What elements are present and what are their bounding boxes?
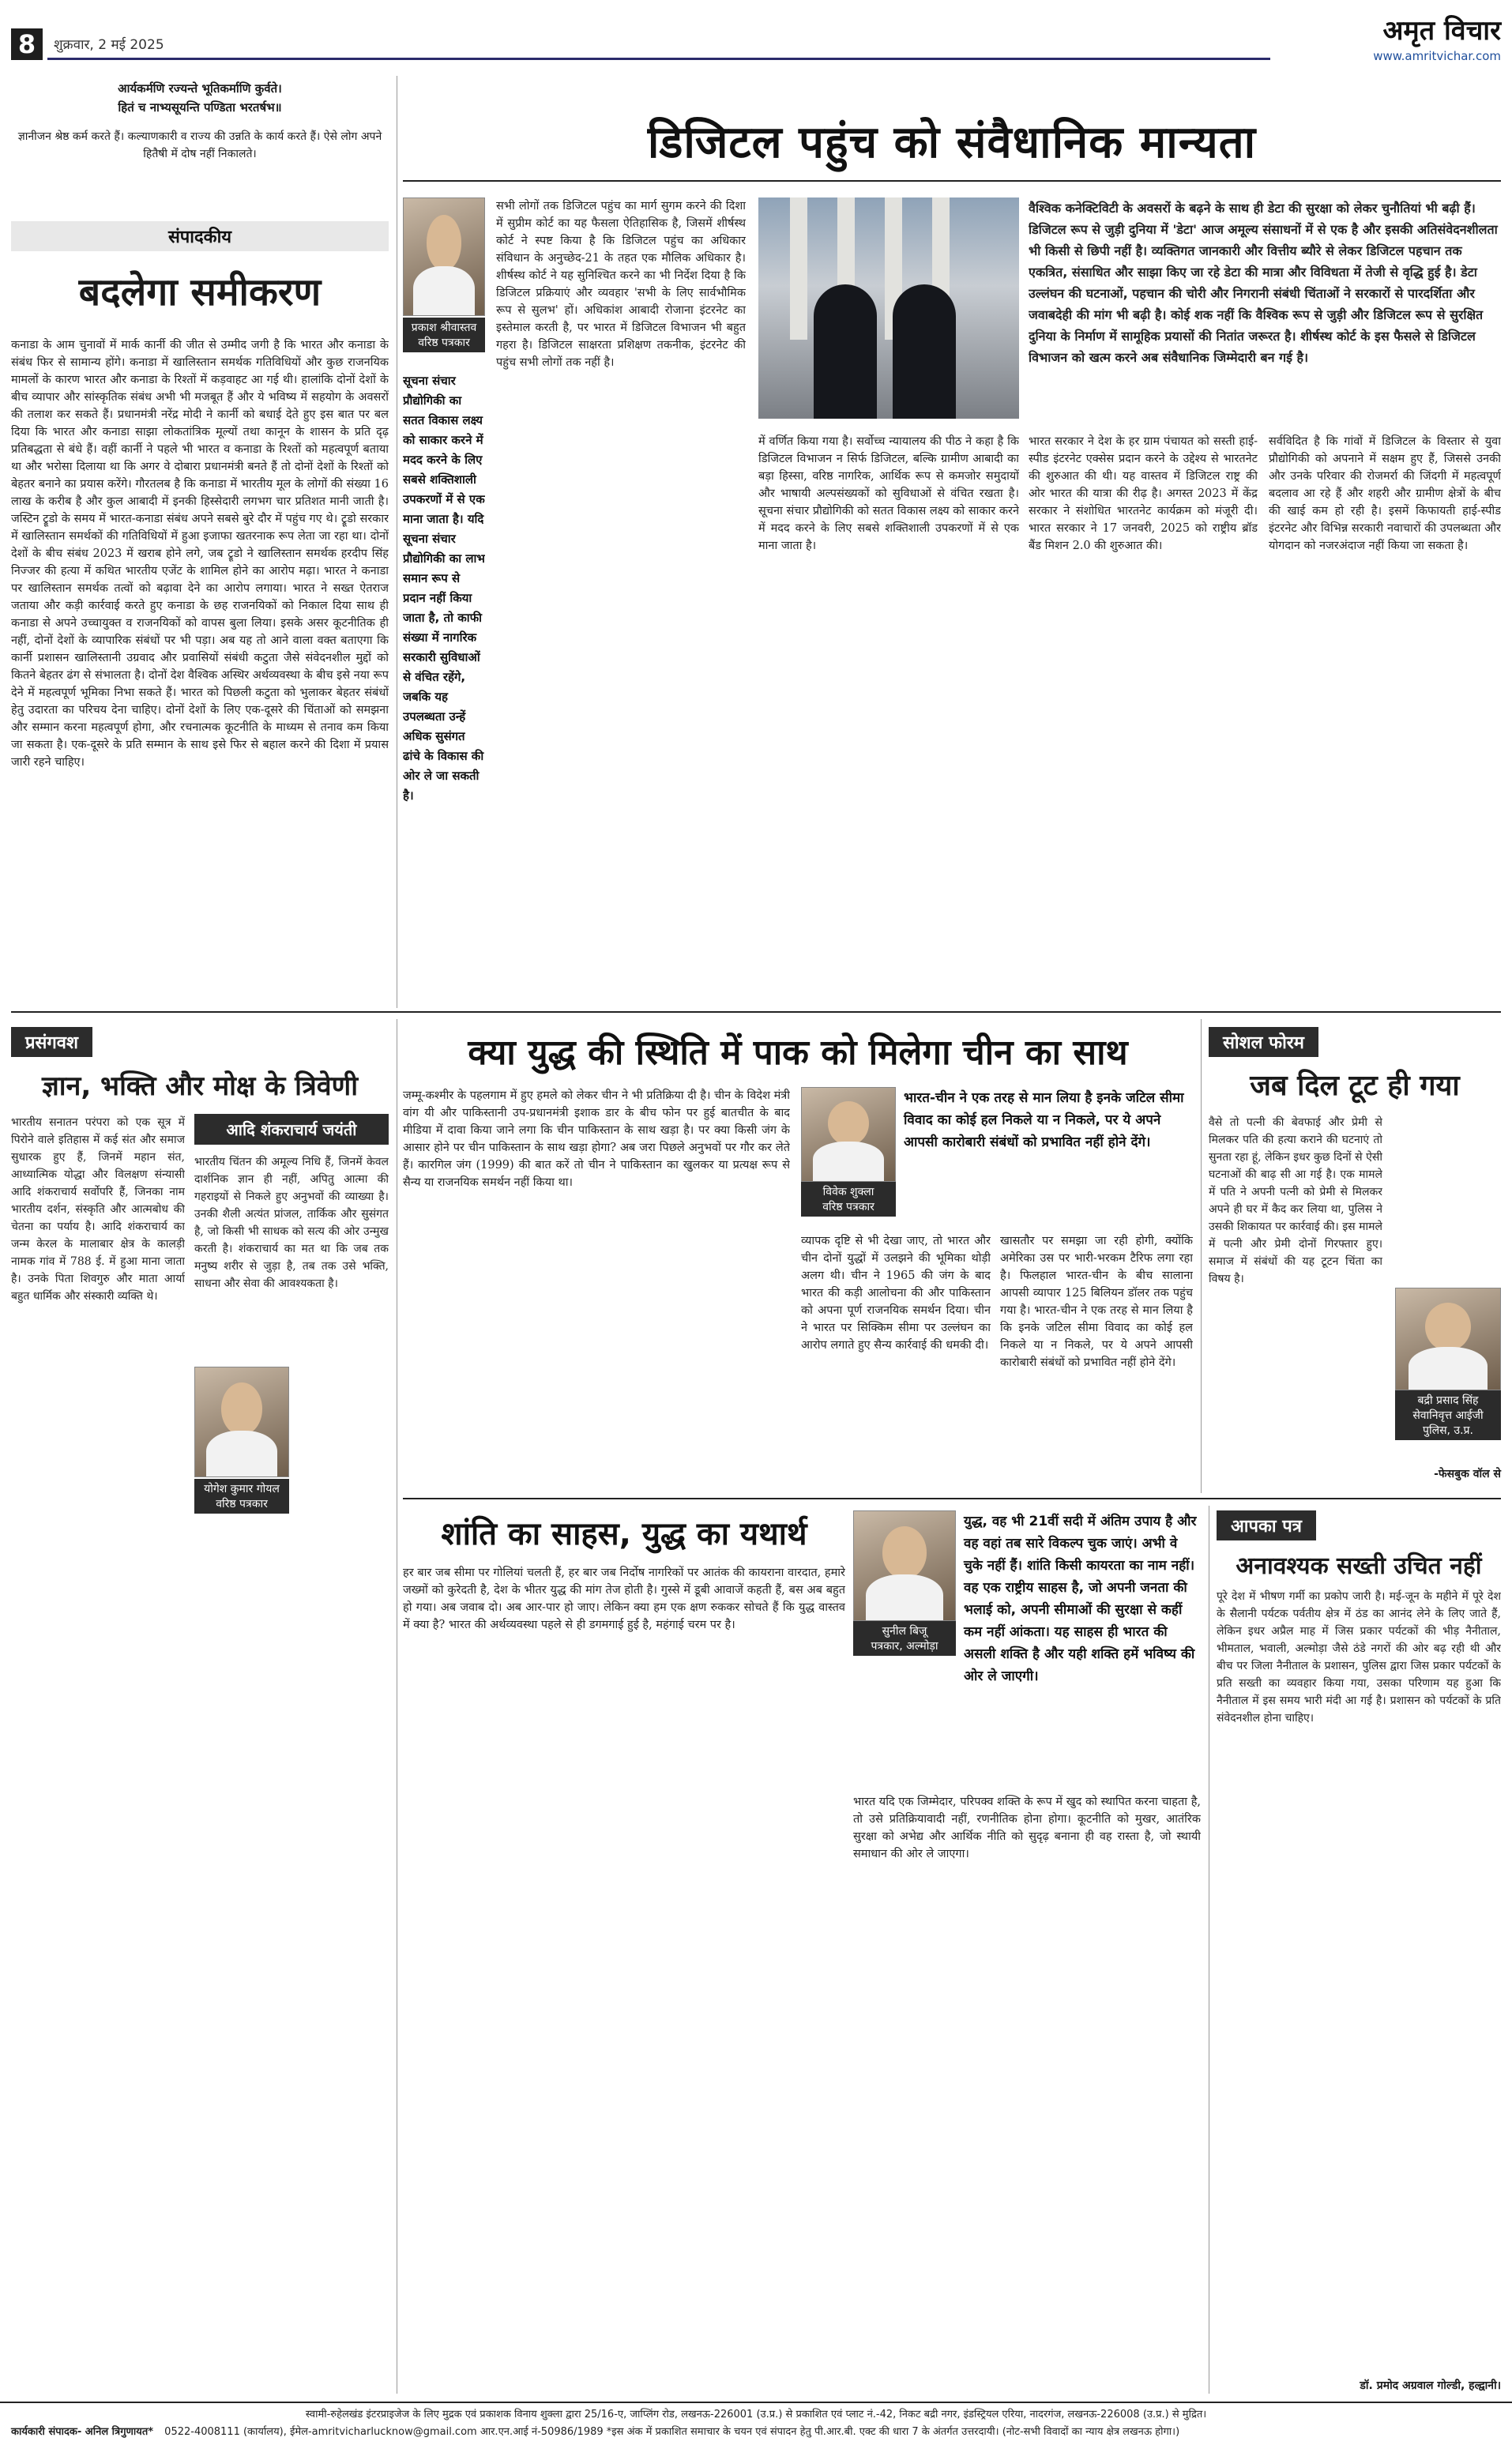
lead-column-1: सभी लोगों तक डिजिटल पहुंच का मार्ग सुगम करने की दिशा में सुप्रीम कोर्ट का यह फैसला ऐतिहासिक है, जिसमें शीर्षस्थ कोर्ट ने स्पष्ट किया है कि डिजिटल पहुंच का अधिकार संविधान के अनुच्छेद-21 के तहत एक मौलिक अधिकार है। शीर्षस्थ कोर्ट ने यह सुनिश्चित करने का भी निर्देश दिया है कि डिजिटल प्रक्रियाएं और व्यवहार 'सभी के लिए सार्वभौमिक रूप से सुलभ' हों। अधिकांश आबादी रोजाना इंटरनेट का इस्तेमाल करती है, पर भारत में डिजिटल विभाजन भी बहुत गहरा है। डिजिटल साक्षरता प्रशिक्षण तकनीक, इंटरनेट की पहुंच सभी लोगों तक नहीं है। — [496, 200, 746, 369]
social-body: वैसे तो पत्नी की बेवफाई और प्रेमी से मिलकर पति की हत्या कराने की घटनाएं तो सुनता रहा हूं, लेकिन इधर कुछ दिनों से ऐसी घटनाओं की बाढ़ सी आ गई है। एक मामले में पति ने अपनी पत्नी को प्रेमी से मिलकर अपने ही घर में कैद कर लिया था, पुलिस ने उसकी शिकायत पर कार्रवाई की। इस मामले में पत्नी और प्रेमी दोनों गिरफ्तार हुए। समाज में संबंधों की यह टूटन चिंता का विषय है। — [1209, 1116, 1382, 1285]
imprint-contact: 0522-4008111 (कार्यालय), ईमेल-amritvicharlucknow@gmail.com आर.एन.आई नं-50986/1989 *इस अंक में प्रकाशित समाचार के चयन एवं संपादन हेतु पी.आर.बी. एक्ट की धारा 7 के अंतर्गत उत्तरदायी। (नोट-सभी विवादों का न्याय क्षेत्र लखनऊ होगा।) — [164, 2426, 1180, 2438]
war-headline: क्या युद्ध की स्थिति में पाक को मिलेगा चीन का साथ — [468, 1033, 1128, 1073]
prasangvash-headline: ज्ञान, भक्ति और मोक्ष के त्रिवेणी — [41, 1070, 359, 1102]
war-author-role: वरिष्ठ पत्रकार — [822, 1201, 874, 1213]
imprint-footer — [0, 2402, 1512, 2445]
lead-summary-box: वैश्विक कनेक्टिविटी के अवसरों के बढ़ने के साथ ही डेटा की सुरक्षा को लेकर चुनौतियां भी बढ़ी हैं। डिजिटल रूप से जुड़ी दुनिया में 'डेटा' आज अमूल्य संसाधनों में से एक है और इसकी अतिसंवेदनशीलता भी किसी से छिपी नहीं है। व्यक्तिगत जानकारी और वित्तीय ब्यौरे से लेकर डिजिटल पहचान तक एकत्रित, संसाधित और साझा किए जा रहे डेटा की मात्रा और विविधता में तेजी से वृद्धि हुई है। डेटा उल्लंघन की घटनाओं, पहचान की चोरी और निगरानी संबंधी चिंताओं ने सरकारों से पारदर्शिता और जवाबदेही की मांग भी बढ़ी है। कोई शक नहीं कि वैश्विक रूप से जुड़ी और डिजिटल रूप से सुरक्षित दुनिया के निर्माण में सामूहिक प्रयासों की नितांत जरूरत है। शीर्षस्थ कोर्ट के इस फैसले से डिजिटल विभाजन को खत्म करने अब संवैधानिक जिम्मेदारी बन गई है। — [1029, 201, 1498, 365]
peace-byline — [853, 1621, 956, 1656]
editorial-body: कनाडा के आम चुनावों में मार्क कार्नी की जीत से उम्मीद जगी है कि भारत और कनाडा के संबंध फिर से सामान्य होंगे। कनाडा में खालिस्तान समर्थक गतिविधियों और कुछ राजनयिक मामलों के कारण भारत और कनाडा के रिश्तों में कड़वाहट आ गई थी। हालांकि दोनों देशों के बीच व्यापार और सांस्कृतिक संबंध अभी भी मजबूत हैं और ये भविष्य में सहयोग के अवसरों की तलाश कर सकते हैं। प्रधानमंत्री नरेंद्र मोदी ने कार्नी को बधाई देते हुए इस बात पर बल दिया कि भारत और कनाडा साझा लोकतांत्रिक मूल्यों तथा कानून के शासन के प्रति दृढ़ प्रतिबद्धता से बंधे हैं। वहीं कार्नी ने पहले भी भारत व कनाडा के रिश्तों को महत्वपूर्ण बताया था और भरोसा दिलाया था कि अगर वे दोबारा प्रधानमंत्री बनते हैं तो दोनों देशों के रिश्तों को बेहतर बनाने का प्रयास करेंगे। गौरतलब है कि कनाडा में भारतीय मूल के लोगों की संख्या 16 लाख के करीब है और कुल आबादी में इनकी हिस्सेदारी लगभग चार प्रतिशत मानी जाती है। जस्टिन ट्रूडो के समय में भारत-कनाडा संबंध अपने सबसे बुरे दौर में पहुंच गए थे। ट्रूडो सरकार में खालिस्तान समर्थकों की गतिविधियों में हुआ इजाफा खतरनाक रूप लेता जा रहा था। दोनों देशों के बीच संबंध 2023 में खराब होने लगे, जब ट्रूडो ने खालिस्तान समर्थक हरदीप सिंह निज्जर की हत्या में कथित भारतीय एजेंट के शामिल होने का आरोप मढ़ा। भारत ने कनाडा पर खालिस्तान समर्थक तत्वों को बढ़ावा देने का आरोप लगाया। भारत ने सख्त ऐतराज जताया और कड़ी कार्रवाई करते हुए कनाडा के छह राजनयिकों को निकाल दिया साथ ही कनाडा से अपने उच्चायुक्त व राजनयिकों को वापस बुला लिया। इसके असर कूटनीतिक ही नहीं, दोनों देशों के व्यापारिक संबंधों पर भी पड़ा। अब यह तो आने वाला वक्त बताएगा कि कार्नी प्रशासन खालिस्तानी उग्रवाद और प्रवासियों संबंधी कटुता जैसे संवेदनशील मुद्दों को कितने बेहतर ढंग से संभालता है। दोनों देश वैश्विक अस्थिर अर्थव्यवस्था के बीच इसे नया रूप देने में महत्वपूर्ण भूमिका निभा सकते हैं। भारत को पिछली कटुता को भुलाकर बेहतर संबंधों हेतु उदारता का परिचय देना चाहिए। दोनों देशों के लिए एक-दूसरे की चिंताओं को समझना और सम्मान करना महत्वपूर्ण होगा, और रचनात्मक कूटनीति के माध्यम से तनाव कम किया जा सकता है। एक-दूसरे के प्रति सम्मान के साथ इसे फिर से बहाल करने की दिशा में प्रयास जारी रहने चाहिए। — [11, 339, 389, 769]
lead-headline-rule — [403, 180, 1501, 182]
editorial-tag: संपादकीय — [11, 221, 389, 251]
section-divider — [11, 1011, 1501, 1013]
supreme-court-photo — [758, 197, 1019, 419]
column-rule — [1201, 1019, 1202, 1493]
brand — [1296, 11, 1501, 63]
war-column-3: खासतौर पर समझा जा रही होगी, क्योंकि अमेरिका उस पर भारी-भरकम टैरिफ लगा रहा है। फिलहाल भारत-चीन के बीच सालाना आपसी व्यापार 125 बिलियन डॉलर तक पहुंच गया है। भारत-चीन ने एक तरह से मान लिया है कि इनके जटिल सीमा विवाद का कोई हल निकले या न निकले, पर ये अपने आपसी कारोबारी संबंधों को प्रभावित नहीं होने देंगे। — [1000, 1235, 1193, 1369]
lead-column-2: में वर्णित किया गया है। सर्वोच्च न्यायालय की पीठ ने कहा है कि डिजिटल विभाजन न सिर्फ डिजिटल, बल्कि ग्रामीण आबादी का बड़ा हिस्सा, वरिष्ठ नागरिक, आर्थिक रूप से कमजोर समुदायों और भाषायी अल्पसंख्यकों को सुविधाओं से वंचित रखता है। सूचना संचार प्रौद्योगिकी को सतत विकास लक्ष्य को साकार करने में मदद करने के लिए सबसे शक्तिशाली उपकरणों में से एक माना जाता है। — [758, 435, 1019, 552]
social-forum-tag: सोशल फोरम — [1209, 1027, 1318, 1057]
letters-headline: अनावश्यक सख्ती उचित नहीं — [1236, 1552, 1482, 1580]
prasangvash-author-role: वरिष्ठ पत्रकार — [216, 1498, 268, 1510]
peace-pull-quote: युद्ध, वह भी 21वीं सदी में अंतिम उपाय है और वह वहां तब सारे विकल्प चुक जाएं। अभी वे चुके नहीं हैं। शांति किसी कायरता का नाम नहीं। वह एक राष्ट्रीय साहस है, जो अपनी जनता की भलाई को, अपनी सीमाओं की सुरक्षा से कहीं कम नहीं आंकता। यह साहस ही भारत की असली शक्ति है और यही शक्ति हमें भविष्य की ओर ले जाएगी। — [964, 1514, 1197, 1684]
peace-author-photo — [853, 1510, 956, 1621]
section-divider — [403, 1498, 1501, 1499]
prasangvash-author-name: योगेश कुमार गोयल — [204, 1483, 280, 1495]
letters-tag: आपका पत्र — [1217, 1510, 1316, 1540]
executive-editor: कार्यकारी संपादक- अनिल त्रिगुणायत* — [11, 2426, 154, 2438]
war-column-2: व्यापक दृष्टि से भी देखा जाए, तो भारत और चीन दोनों युद्धों में उलझने की भूमिका थोड़ी अलग थी। चीन ने 1965 की जंग के बाद भारत की कड़ी आलोचना की और पाकिस्तान को अपना पूर्ण राजनयिक समर्थन दिया। चीन ने भारत पर सिक्किम सीमा पर उल्लंघन का आरोप लगाते हुए सैन्य कार्रवाई की धमकी दी। — [801, 1235, 991, 1352]
peace-column-2: भारत यदि एक जिम्मेदार, परिपक्व शक्ति के रूप में खुद को स्थापित करना चाहता है, तो उसे प्रतिक्रियावादी नहीं, रणनीतिक होना होगा। कूटनीति को मुखर, आतंरिक सुरक्षा को अभेद्य और आर्थिक नीति को सुदृढ़ बनाना ही वह रास्ता है, जो स्थायी समाधान की ओर ले जाएगा। — [853, 1796, 1201, 1860]
brand-name: अमृत विचार — [1382, 15, 1501, 47]
war-author-name: विवेक शुक्ला — [822, 1186, 874, 1198]
social-author-name: बद्री प्रसाद सिंह — [1417, 1394, 1479, 1407]
war-column-1: जम्मू-कश्मीर के पहलगाम में हुए हमले को लेकर चीन ने भी प्रतिक्रिया दी है। चीन के विदेश मंत्री वांग यी और पाकिस्तानी उप-प्रधानमंत्री इशाक डार के बीच फोन पर हुई बातचीत के बाद मीडिया में दावा किया जाने लगा कि चीन पाकिस्तान के साथ खड़ा है। पर क्या किसी जंग के आसार होने पर चीन पाकिस्तान के साथ खड़ा होगा? अब जरा पिछले अनुभवों पर गौर कर लेते हैं। कारगिल जंग (1999) की बात करें तो चीन ने पाकिस्तान का खुलकर या प्रत्यक्ष रूप से सैन्य या राजनयिक समर्थन नहीं किया था। — [403, 1089, 790, 1189]
page-number: 8 — [11, 28, 43, 60]
war-author-photo — [801, 1087, 896, 1182]
shloka-line-2: हितं च नाभ्यसूयन्ति पण्डिता भरतर्षभ॥ — [118, 100, 282, 115]
lead-headline: डिजिटल पहुंच को संवैधानिक मान्यता — [647, 117, 1257, 168]
lead-author-name: प्रकाश श्रीवास्तव — [411, 322, 477, 334]
date-bar — [47, 28, 1270, 60]
prasangvash-author-photo — [194, 1367, 289, 1477]
social-author-role: सेवानिवृत्त आईजी पुलिस, उ.प्र. — [1412, 1409, 1484, 1437]
imprint-contact-line — [11, 2424, 1501, 2438]
lead-author-photo — [403, 197, 485, 316]
prasangvash-column-2: भारतीय चिंतन की अमूल्य निधि हैं, जिनमें केवल दार्शनिक ज्ञान ही नहीं, अपितु आत्मा की गहराइयों से निकले हुए अनुभवों की व्याख्या है। उनकी शैली अत्यंत प्रांजल, तार्किक और सुसंगत है, जो किसी भी साधक को सत्य की ओर उन्मुख करती है। शंकराचार्य का मत था कि जब तक मनुष्य शरीर से जुड़ा है, तब तक उसे भक्ति, साधना और सेवा की आवश्यकता है। — [194, 1156, 389, 1290]
lead-byline — [403, 318, 485, 352]
letters-body: पूरे देश में भीषण गर्मी का प्रकोप जारी है। मई-जून के महीने में पूरे देश के सैलानी पर्यटक पर्वतीय क्षेत्र में ठंड का आनंद लेने के लिए जाते हैं, लेकिन इधर अप्रैल माह में जिस प्रकार पर्यटकों की भीड़ नैनीताल, भीमताल, भवाली, अल्मोड़ा जैसे ठंडे नगरों की ओर बढ़ रही थी और बीच पर जिला नैनीताल के प्रशासन, पुलिस द्वारा जिस प्रकार पर्यटकों के प्रति सख्ती का व्यवहार किया गया, उसका परिणाम यह हुआ कि नैनीताल में इस समय भारी मंदी आ गई है। प्रशासन को पर्यटकों के प्रति संवेदनशील होना चाहिए। — [1217, 1590, 1501, 1725]
lead-pull-quote: सूचना संचार प्रौद्योगिकी का सतत विकास लक्ष्य को साकार करने में मदद करने के लिए सबसे शक्तिशाली उपकरणों में से एक माना जाता है। यदि सूचना संचार प्रौद्योगिकी का लाभ समान रूप से प्रदान नहीं किया जाता है, तो काफी संख्या में नागरिक सरकारी सुविधाओं से वंचित रहेंगे, जबकि यह उपलब्धता उन्हें अधिक सुसंगत ढांचे के विकास की ओर ले जा सकती है। — [403, 374, 485, 803]
social-byline — [1395, 1390, 1501, 1440]
peace-author-role: पत्रकार, अल्मोड़ा — [871, 1640, 938, 1653]
editorial-headline: बदलेगा समीकरण — [78, 270, 322, 314]
masthead — [0, 0, 1512, 79]
letters-sign: डॉ. प्रमोद अग्रवाल गोल्डी, हल्द्वानी। — [1360, 2379, 1501, 2392]
peace-author-name: सुनील बिजू — [882, 1625, 927, 1638]
war-byline — [801, 1182, 896, 1217]
peace-column-1: हर बार जब सीमा पर गोलियां चलती हैं, हर बार जब निर्दोष नागरिकों पर आतंक की कायराना वारदात, हमारे जख्मों को कुरेदती है, देश के भीतर युद्ध की मांग तेज होती है। गुस्से में डूबी आवाजें कहती हैं, बस अब बहुत हो गया। अब जवाब दो। अब आर-पार हो जाए। लेकिन क्या हम एक क्षण रुककर सोचते हैं कि युद्ध वास्तव में क्या है? भारत की अर्थव्यवस्था पहले से ही डगमगाई हुई है, महंगाई चरम पर है। — [403, 1567, 845, 1631]
prasangvash-column-1: भारतीय सनातन परंपरा को एक सूत्र में पिरोने वाले इतिहास में कई संत और समाज सुधारक हुए हैं, जिनमें महान संत, आध्यात्मिक योद्धा और विलक्षण संन्यासी आदि शंकराचार्य सर्वोपरि हैं, जिनका नाम भारतीय दर्शन, संस्कृति और आत्मबोध की चेतना का पर्याय है। आदि शंकराचार्य का जन्म केरल के मालाबार क्षेत्र के कालड़ी नामक गांव में 788 ई. में हुआ माना जाता है। उनके पिता शिवगुरु और माता आर्या बहुत धार्मिक और संस्कारी व्यक्ति थे। — [11, 1116, 185, 1303]
prasangvash-tag: प्रसंगवश — [11, 1027, 92, 1057]
peace-headline: शांति का साहस, युद्ध का यथार्थ — [441, 1516, 807, 1552]
social-headline: जब दिल टूट ही गया — [1250, 1070, 1460, 1102]
prasangvash-byline — [194, 1479, 289, 1514]
social-author-photo — [1395, 1288, 1501, 1390]
imprint-line: स्वामी-रुहेलखंड इंटरप्राइजेज के लिए मुद्रक एवं प्रकाशक विनाय शुक्ला द्वारा 25/16-ए, जाप्लिंग रोड, लखनऊ-226001 (उ.प्र.) से प्रकाशित एवं प्लाट नं.-42, निकट बद्री नगर, इंडस्ट्रियल एरिया, नादरगंज, लखनऊ-226008 (उ.प्र.) से मुद्रित। — [305, 2409, 1207, 2421]
war-pull-quote: भारत-चीन ने एक तरह से मान लिया है इनके जटिल सीमा विवाद का कोई हल निकले या न निकले, पर ये अपने आपसी कारोबारी संबंधों को प्रभावित नहीं होने देंगे। — [904, 1090, 1184, 1150]
brand-website-link[interactable]: www.amritvichar.com — [1373, 49, 1501, 63]
prasangvash-subhead: आदि शंकराचार्य जयंती — [194, 1114, 389, 1145]
shloka-box — [11, 76, 389, 202]
lead-author-role: वरिष्ठ पत्रकार — [418, 337, 470, 349]
lead-column-3: भारत सरकार ने देश के हर ग्राम पंचायत को सस्ती हाई-स्पीड इंटरनेट एक्सेस प्रदान करने के उद्देश्य से भारतनेट की शुरुआत की थी। यह वास्तव में डिजिटल राष्ट्र की ओर भारत की यात्रा की रीढ़ है। अगस्त 2023 में केंद्र सरकार ने संशोधित भारतनेट कार्यक्रम को मंजूरी दी। भारत सरकार ने 17 जनवरी, 2025 को राष्ट्रीय ब्रॉड बैंड मिशन 2.0 की शुरुआत की। — [1029, 435, 1258, 552]
lead-column-4: सर्वविदित है कि गांवों में डिजिटल के विस्तार से युवा प्रौद्योगिकी को अपनाने में सक्षम हुए हैं, जिससे उनकी और उनके परिवार की रोजमर्रा की जिंदगी में महत्वपूर्ण बदलाव आ रहे हैं और शहरी और ग्रामीण क्षेत्रों के बीच की खाई कम हो रही है। इसमें किफायती हाई-स्पीड इंटरनेट और विभिन्न सरकारी नवाचारों की उपलब्धता और योगदान को नजरअंदाज नहीं किया जा सकता है। — [1269, 435, 1501, 552]
shloka-meaning: ज्ञानीजन श्रेष्ठ कर्म करते हैं। कल्याणकारी व राज्य की उन्नति के कार्य करते हैं। ऐसे लोग अपने हितैषी में दोष नहीं निकालते। — [17, 130, 382, 160]
social-sign: -फेसबुक वॉल से — [1434, 1468, 1501, 1480]
issue-date: शुक्रवार, 2 मई 2025 — [54, 37, 164, 53]
shloka-line-1: आर्यकर्मणि रज्यन्ते भूतिकर्माणि कुर्वते। — [118, 81, 282, 96]
